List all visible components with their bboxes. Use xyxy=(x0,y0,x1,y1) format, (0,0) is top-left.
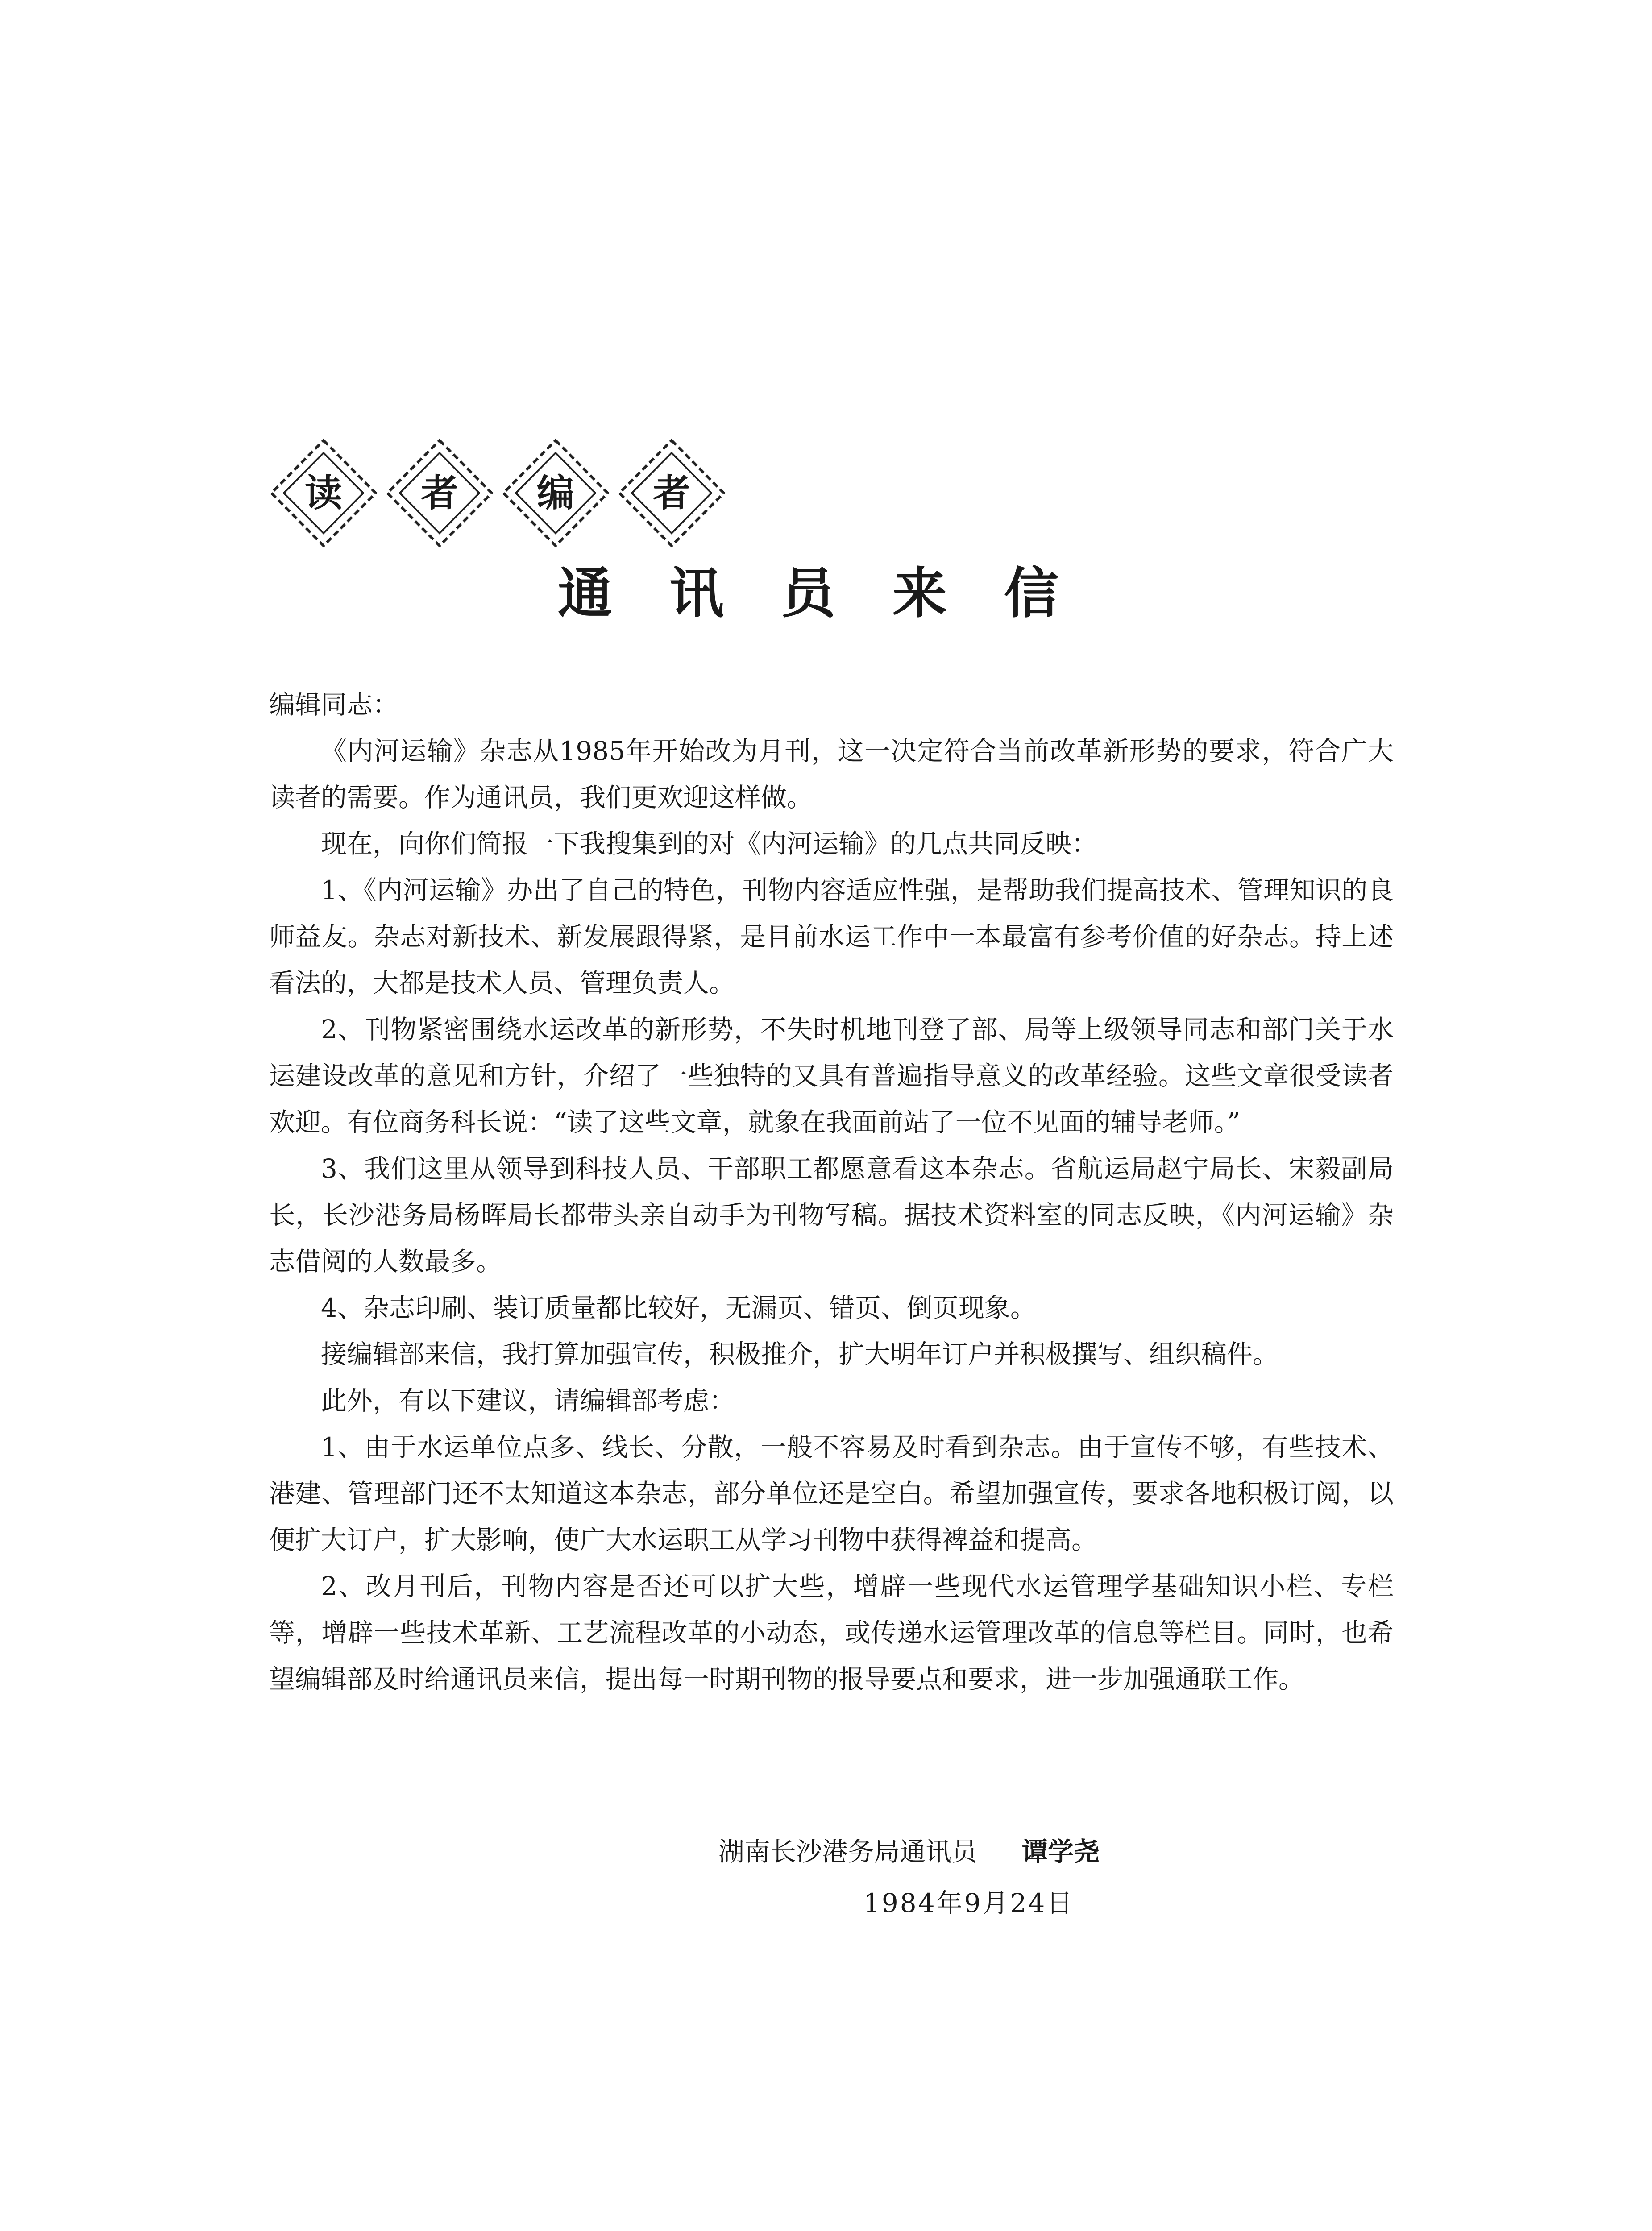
paragraph-7: 接编辑部来信，我打算加强宣传，积极推介，扩大明年订户并积极撰写、组织稿件。 xyxy=(321,1339,1279,1369)
paragraph-6: 4、杂志印刷、装订质量都比较好，无漏页、错页、倒页现象。 xyxy=(321,1293,1036,1323)
salutation: 编辑同志： xyxy=(269,689,399,720)
paragraph-2: 现在，向你们简报一下我搜集到的对《内河运输》的几点共同反映： xyxy=(321,829,1098,859)
paragraph-8: 此外，有以下建议，请编辑部考虑： xyxy=(321,1385,735,1416)
paragraph-9: 1、由于水运单位点多、线长、分散，一般不容易及时看到杂志。由于宣传不够，有些技术、港建、管理部门还不太知道这本杂志，部分单位还是空白。希望加强宣传，要求各地积极订阅，以便扩大订户，扩大影响，使广大水运职工从学习刊物中获得裨益和提高。 xyxy=(269,1432,1394,1555)
paragraph-5: 3、我们这里从领导到科技人员、干部职工都愿意看这本杂志。省航运局赵宁局长、宋毅副局长，长沙港务局杨晖局长都带头亲自动手为刊物写稿。据技术资料室的同志反映，《内河运输》杂志借阅的人数最多。 xyxy=(269,1153,1394,1277)
paragraph-4: 2、刊物紧密围绕水运改革的新形势，不失时机地刊登了部、局等上级领导同志和部门关于水运建设改革的意见和方针，介绍了一些独特的又具有普遍指导意义的改革经验。这些文章很受读者欢迎。有位商务科长说：“读了这些文章，就象在我面前站了一位不见面的辅导老师。” xyxy=(269,1014,1394,1137)
signature-line xyxy=(718,1829,1100,1874)
column-char-3: 编 xyxy=(536,471,574,515)
column-char-4: 者 xyxy=(652,471,690,515)
paragraph-3: 1、《内河运输》办出了自己的特色，刊物内容适应性强，是帮助我们提高技术、管理知识的良师益友。杂志对新技术、新发展跟得紧，是目前水运工作中一本最富有参考价值的好杂志。持上述看法的，大都是技术人员、管理负责人。 xyxy=(269,875,1394,998)
column-char-1: 读 xyxy=(304,471,342,515)
article-title: 通讯员来信 xyxy=(558,562,1116,625)
column-char-2: 者 xyxy=(420,471,458,515)
signature-org: 湖南长沙港务局通讯员 xyxy=(718,1837,978,1867)
paragraph-1: 《内河运输》杂志从1985年开始改为月刊，这一决定符合当前改革新形势的要求，符合广大读者的需要。作为通讯员，我们更欢迎这样做。 xyxy=(269,736,1394,813)
letter-body xyxy=(269,681,1394,1702)
signature-date: 1984年9月24日 xyxy=(863,1888,1075,1918)
paragraph-10: 2、改月刊后，刊物内容是否还可以扩大些，增辟一些现代水运管理学基础知识小栏、专栏等，增辟一些技术革新、工艺流程改革的小动态，或传递水运管理改革的信息等栏目。同时，也希望编辑部及时给通讯员来信，提出每一时期刊物的报导要点和要求，进一步加强通联工作。 xyxy=(269,1571,1394,1694)
signature-name: 谭学尧 xyxy=(1022,1837,1100,1867)
column-header xyxy=(263,435,754,564)
